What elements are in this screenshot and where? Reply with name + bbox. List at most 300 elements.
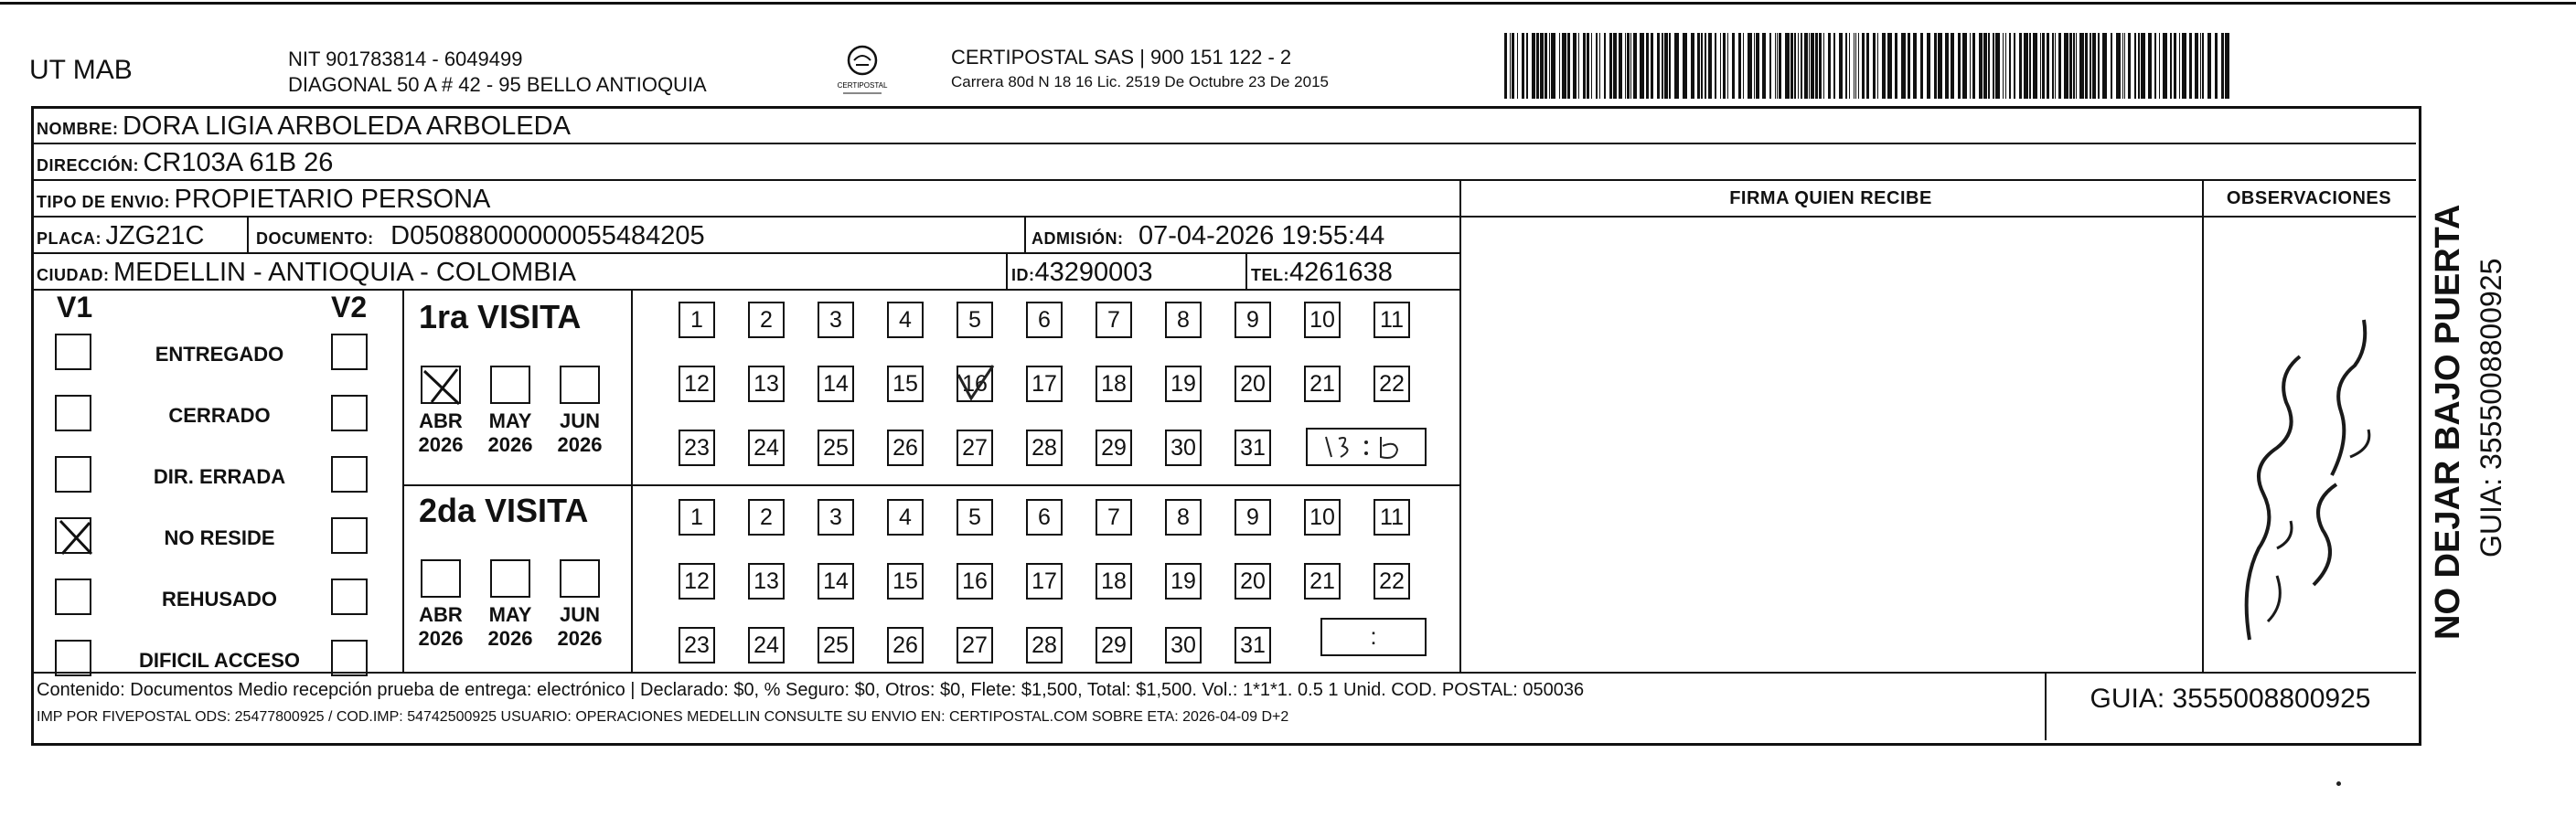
barcode-bar [1777,33,1778,99]
admision-label: ADMISIÓN: [1031,229,1124,248]
barcode-bar [1951,33,1954,99]
observaciones-header: OBSERVACIONES [2226,188,2392,208]
day-box[interactable] [1374,366,1410,402]
day-box[interactable] [1165,366,1202,402]
barcode-bar [1715,33,1716,99]
barcode-bar [1664,33,1668,99]
barcode-bar [1858,33,1859,99]
placa-value: JZG21C [105,221,205,250]
barcode-bar [1510,33,1511,99]
barcode-bar [1633,33,1637,99]
month-checkbox[interactable] [490,559,530,598]
day-box[interactable] [748,302,785,338]
documento-value: D05088000000055484205 [390,221,705,250]
firma-header: FIRMA QUIEN RECIBE [1729,188,1932,208]
day-box[interactable] [679,627,715,663]
company-license: Carrera 80d N 18 16 Lic. 2519 De Octubre 23 De 2015 [951,73,1329,90]
day-number: 7 [1107,504,1120,530]
day-number: 15 [893,568,918,594]
barcode-bar [1727,33,1728,99]
day-number: 29 [1101,434,1127,461]
day-number: 22 [1379,370,1405,397]
barcode-bar [1882,33,1886,99]
day-box[interactable] [1235,627,1271,663]
barcode-bar [2134,33,2136,99]
barcode-bar [1517,33,1518,99]
day-box[interactable] [748,499,785,536]
day-number: 10 [1309,504,1335,530]
day-box[interactable] [1235,302,1271,338]
tel-label: TEL: [1251,266,1289,284]
month-year: 2026 [418,627,464,650]
day-box[interactable] [1026,302,1063,338]
day-number: 19 [1170,370,1196,397]
day-number: 4 [899,306,912,333]
barcode-bar [1683,33,1687,99]
barcode-bar [1854,33,1855,99]
barcode-bar [1945,33,1949,99]
day-box[interactable] [957,366,993,402]
barcode-bar [2024,33,2028,99]
month-checkbox[interactable] [421,559,461,598]
barcode-bar [1790,33,1793,99]
barcode-bar [2005,33,2006,99]
barcode-bar [1627,33,1630,99]
admision-field [1031,221,1384,251]
day-number: 6 [1038,504,1051,530]
barcode-bar [1920,33,1923,99]
month-name: ABR [419,603,463,626]
barcode-bar [1785,33,1790,99]
month-label [483,603,538,651]
month-year: 2026 [487,627,533,650]
month-year: 2026 [557,433,603,456]
day-number: 16 [962,370,988,397]
barcode-bar [1540,33,1544,99]
day-number: 19 [1170,568,1196,594]
day-number: 28 [1031,632,1057,658]
day-box[interactable] [887,499,924,536]
barcode-bar [2138,33,2140,99]
barcode-bar [2076,33,2077,99]
barcode-bar [1551,33,1555,99]
day-box[interactable] [679,430,715,466]
day-number: 21 [1309,370,1335,397]
barcode-bar [1756,33,1759,99]
day-box[interactable] [748,563,785,600]
barcode-bar [1625,33,1626,99]
top-edge [0,2,2576,5]
day-box[interactable] [1235,430,1271,466]
barcode-bar [1701,33,1703,99]
barcode-bar [1573,33,1577,99]
day-number: 2 [760,306,773,333]
day-box[interactable] [1096,302,1132,338]
barcode-bar [1908,33,1910,99]
day-number: 29 [1101,632,1127,658]
tel-field [1251,258,1393,288]
barcode-bar [2102,33,2107,99]
barcode-bar [1669,33,1671,99]
day-number: 27 [962,434,988,461]
v2-checkbox[interactable] [331,456,368,493]
barcode-bar [1845,33,1847,99]
v1-checkbox[interactable] [55,456,91,493]
status-label: ENTREGADO [155,343,284,366]
barcode-bar [2170,33,2172,99]
day-number: 13 [754,370,779,397]
barcode-bar [1970,33,1971,99]
month-checkbox[interactable] [560,559,600,598]
day-number: 13 [754,568,779,594]
v2-checkbox[interactable] [331,517,368,554]
day-number: 21 [1309,568,1335,594]
barcode-bar [2047,33,2049,99]
barcode-bar [1809,33,1810,99]
day-number: 30 [1170,434,1196,461]
barcode-bar [1613,33,1617,99]
barcode-bar [1596,33,1598,99]
ciudad-label: CIUDAD: [37,266,110,284]
day-box[interactable] [1165,627,1202,663]
second-visit-title: 2da VISITA [419,492,589,529]
barcode-bar [1583,33,1586,99]
day-box[interactable] [679,563,715,600]
barcode-bar [1532,33,1535,99]
second-visit-time-box[interactable]: : [1320,618,1427,656]
status-label: NO RESIDE [164,526,275,549]
day-box[interactable] [887,563,924,600]
day-box[interactable] [679,302,715,338]
day-box[interactable] [1304,302,1341,338]
v1-checkbox[interactable] [55,579,91,615]
month-year: 2026 [487,433,533,456]
day-number: 9 [1246,306,1259,333]
day-number: 14 [823,370,849,397]
barcode-bar [1887,33,1892,99]
barcode-bar [2029,33,2031,99]
admision-value: 07-04-2026 19:55:44 [1138,221,1385,250]
v1-checkbox[interactable] [55,517,91,554]
day-box[interactable] [1096,563,1132,600]
v2-checkbox[interactable] [331,395,368,431]
day-box[interactable] [748,627,785,663]
imp-line: IMP POR FIVEPOSTAL ODS: 25477800925 / COD.IMP: 54742500925 USUARIO: OPERACIONES MEDELLIN CONSULTE SU ENVIO EN: CERTIPOSTAL.COM SOBRE ETA: 2026-04-09 D+2 [37,709,1289,725]
month-checkbox[interactable] [490,366,530,404]
barcode-bar [1762,33,1766,99]
sender-name: UT MAB [29,55,133,85]
day-box[interactable] [1304,366,1341,402]
day-box[interactable] [887,627,924,663]
id-field [1011,258,1153,288]
day-box[interactable] [1374,302,1410,338]
day-box[interactable] [1026,499,1063,536]
barcode-bar [1738,33,1741,99]
barcode-bar [1983,33,1987,99]
handwritten-time [1308,430,1425,464]
barcode-bar [2221,33,2224,99]
barcode-bar [1895,33,1897,99]
day-box[interactable] [748,366,785,402]
day-number: 9 [1246,504,1259,530]
month-label [483,409,538,457]
barcode-bar [2058,33,2061,99]
day-number: 11 [1380,504,1404,530]
day-box[interactable] [679,499,715,536]
barcode-bar [2064,33,2068,99]
barcode-bar [1877,33,1878,99]
barcode-bar [2052,33,2054,99]
v1-checkbox[interactable] [55,640,91,676]
day-box[interactable] [679,366,715,402]
day-box[interactable] [957,430,993,466]
day-box[interactable] [887,430,924,466]
barcode-bar [2033,33,2037,99]
id-value: 43290003 [1034,258,1153,287]
month-label [552,603,607,651]
barcode-bar [1732,33,1735,99]
barcode-bar [1604,33,1606,99]
day-box[interactable] [957,302,993,338]
day-box[interactable] [748,430,785,466]
day-box[interactable] [1235,366,1271,402]
day-box[interactable] [1165,430,1202,466]
barcode-bar [1567,33,1570,99]
first-visit-title: 1ra VISITA [419,298,582,335]
v1-header: V1 [57,291,93,324]
day-number: 20 [1240,370,1266,397]
day-box[interactable] [1304,499,1341,536]
v2-checkbox[interactable] [331,334,368,370]
barcode-bar [2200,33,2201,99]
first-visit-time-box[interactable] [1306,428,1427,466]
barcode-bar [2116,33,2121,99]
status-label: DIFICIL ACCESO [138,649,300,672]
tipo-row [37,185,490,215]
day-box[interactable] [818,499,854,536]
day-box[interactable] [887,302,924,338]
day-number: 24 [754,632,779,658]
day-number: 25 [823,632,849,658]
barcode-bar [1901,33,1906,99]
barcode-bar [1559,33,1560,99]
day-box[interactable] [1096,366,1132,402]
month-name: ABR [419,409,463,432]
documento-label: DOCUMENTO: [256,229,374,248]
v2-checkbox[interactable] [331,640,368,676]
barcode-bar [1798,33,1799,99]
status-label: REHUSADO [162,588,277,610]
barcode-bar [1988,33,1990,99]
day-box[interactable] [1026,430,1063,466]
barcode-bar [1630,33,1631,99]
day-box[interactable] [818,366,854,402]
barcode-bar [2085,33,2088,99]
month-name: JUN [559,603,600,626]
barcode-bar [1993,33,1994,99]
placa-label: PLACA: [37,229,102,248]
barcode-bar [1691,33,1694,99]
barcode-bar [2128,33,2131,99]
day-box[interactable] [818,302,854,338]
barcode-bar [1779,33,1781,99]
barcode-bar [1609,33,1612,99]
day-number: 17 [1031,568,1057,594]
day-number: 5 [968,306,981,333]
day-box[interactable] [1165,563,1202,600]
day-number: 18 [1101,568,1127,594]
placa-field [37,221,204,251]
barcode-bar [1804,33,1808,99]
barcode-bar [2055,33,2056,99]
barcode-bar [2215,33,2218,99]
barcode-bar [1705,33,1706,99]
stray-mark [2336,781,2341,786]
barcode-bar [1522,33,1524,99]
barcode-bar [2111,33,2112,99]
day-number: 7 [1107,306,1120,333]
day-box[interactable] [1026,563,1063,600]
v1-checkbox[interactable] [55,395,91,431]
barcode-bar [1801,33,1802,99]
barcode-bar [2092,33,2096,99]
barcode-bar [2174,33,2176,99]
day-box[interactable] [957,563,993,600]
day-number: 17 [1031,370,1057,397]
day-box[interactable] [887,366,924,402]
ciudad-field [37,258,576,288]
barcode-bar [1526,33,1528,99]
day-number: 16 [962,568,988,594]
barcode-bar [1913,33,1917,99]
month-checkbox[interactable] [560,366,600,404]
side-guia: GUIA: 3555008800925 [2474,258,2507,557]
barcode-bar [1743,33,1744,99]
barcode-bar [1619,33,1622,99]
status-label: CERRADO [168,404,271,427]
barcode-bar [2122,33,2123,99]
no-dejar-notice: NO DEJAR BAJO PUERTA [2429,204,2467,640]
day-number: 31 [1240,434,1266,461]
barcode-bar [1794,33,1796,99]
barcode-bar [1662,33,1663,99]
barcode-bar [1657,33,1660,99]
day-box[interactable] [957,499,993,536]
barcode-bar [2073,33,2075,99]
day-number: 23 [684,632,710,658]
barcode-bar [2141,33,2145,99]
day-number: 1 [690,504,703,530]
v2-checkbox[interactable] [331,579,368,615]
day-box[interactable] [1304,563,1341,600]
barcode-bar [2159,33,2160,99]
day-box[interactable] [1374,499,1410,536]
footer-guia: GUIA: 3555008800925 [2090,684,2371,714]
sender-nit: NIT 901783814 - 6049499 [288,48,523,70]
barcode-bar [1819,33,1822,99]
barcode-bar [1599,33,1600,99]
month-label [413,603,468,651]
barcode-bar [2003,33,2004,99]
barcode-bar [1562,33,1566,99]
barcode-bar [2079,33,2084,99]
barcode-bar [2207,33,2211,99]
barcode-bar [1938,33,1942,99]
tipo-value: PROPIETARIO PERSONA [174,185,491,214]
day-box[interactable] [1235,563,1271,600]
barcode-bar [1958,33,1961,99]
day-box[interactable] [1026,627,1063,663]
day-box[interactable] [1096,627,1132,663]
day-number: 28 [1031,434,1057,461]
day-number: 2 [760,504,773,530]
day-number: 14 [823,568,849,594]
day-number: 6 [1038,306,1051,333]
day-number: 1 [690,306,703,333]
barcode-bar [1828,33,1831,99]
check-mark-icon [955,362,997,406]
month-checkbox[interactable] [421,366,461,404]
barcode-bar [1504,33,1507,99]
barcode-bar [2189,33,2192,99]
day-number: 4 [899,504,912,530]
barcode-bar [2014,33,2015,99]
barcode-bar [1839,33,1843,99]
day-box[interactable] [818,563,854,600]
barcode-bar [2154,33,2156,99]
day-number: 12 [684,568,710,594]
barcode-bar [1979,33,1983,99]
barcode-bar [1972,33,1975,99]
day-number: 26 [893,632,918,658]
direccion-label: DIRECCIÓN: [37,156,139,175]
barcode-bar [1646,33,1649,99]
barcode-bar [1697,33,1700,99]
barcode-bar [2069,33,2072,99]
barcode-bar [1640,33,1644,99]
logo-text: CERTIPOSTAL [837,81,888,90]
day-number: 8 [1177,306,1190,333]
day-box[interactable] [1026,366,1063,402]
barcode-bar [1769,33,1771,99]
day-box[interactable] [1165,302,1202,338]
barcode-bar [2163,33,2167,99]
day-box[interactable] [957,627,993,663]
barcode-bar [1873,33,1876,99]
day-box[interactable] [1096,499,1132,536]
day-box[interactable] [1374,563,1410,600]
barcode-bar [1674,33,1679,99]
day-number: 27 [962,632,988,658]
day-number: 12 [684,370,710,397]
day-box[interactable] [818,627,854,663]
month-name: MAY [488,603,532,626]
barcode-bar [1587,33,1589,99]
documento-field [256,221,705,251]
day-box[interactable] [1096,430,1132,466]
month-year: 2026 [557,627,603,650]
day-number: 31 [1240,632,1266,658]
day-number: 3 [829,306,842,333]
barcode-bar [1815,33,1818,99]
day-box[interactable] [1165,499,1202,536]
barcode [1504,33,2236,99]
day-number: 25 [823,434,849,461]
day-box[interactable] [1235,499,1271,536]
v1-checkbox[interactable] [55,334,91,370]
month-name: MAY [488,409,532,432]
day-box[interactable] [818,430,854,466]
